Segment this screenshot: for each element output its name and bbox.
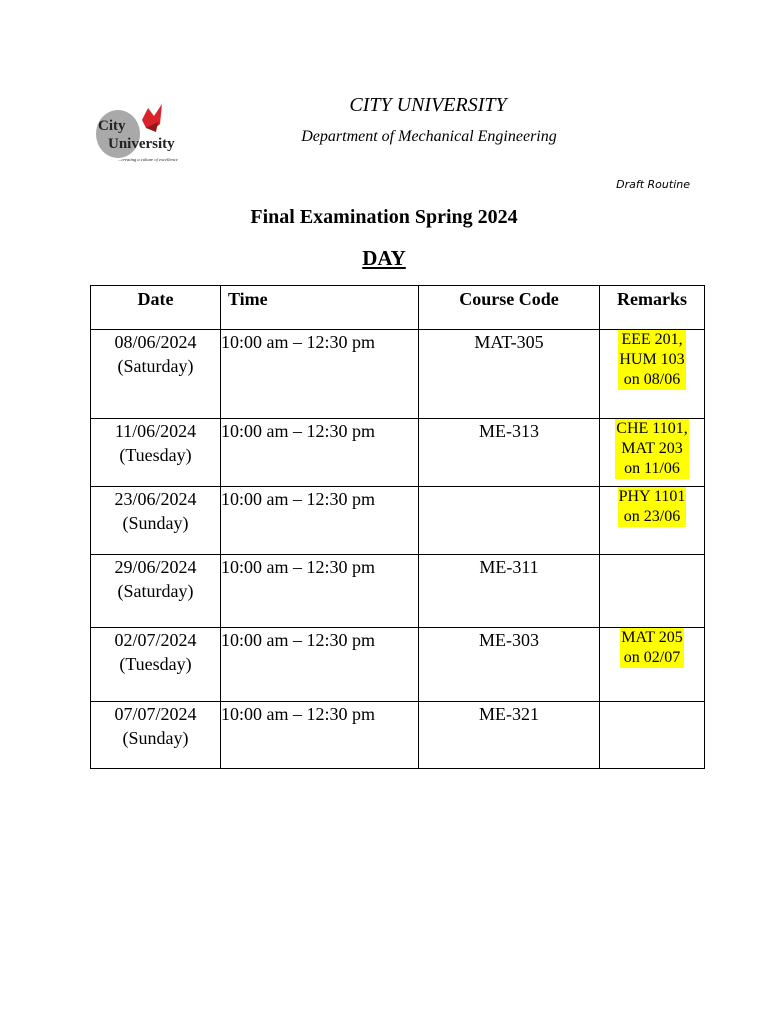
- exam-day: (Sunday): [122, 513, 189, 533]
- course-code-cell: ME-321: [419, 702, 600, 769]
- exam-day: (Sunday): [122, 728, 189, 748]
- exam-title: Final Examination Spring 2024: [250, 206, 518, 228]
- university-name: CITY UNIVERSITY: [349, 94, 507, 116]
- remarks-highlight: MAT 205 on 02/07: [621, 629, 683, 666]
- table-row: [91, 330, 705, 419]
- time-cell: 10:00 am – 12:30 pm: [221, 628, 419, 702]
- logo-text-university: University: [108, 136, 175, 152]
- time-cell: 10:00 am – 12:30 pm: [221, 555, 419, 628]
- exam-day: (Saturday): [117, 581, 194, 601]
- time-cell: 10:00 am – 12:30 pm: [221, 702, 419, 769]
- course-code-cell: ME-311: [419, 555, 600, 628]
- exam-date: 23/06/2024: [114, 489, 197, 509]
- remarks-highlight: PHY 1101 on 23/06: [618, 488, 686, 525]
- table-header-row: [91, 286, 705, 330]
- date-cell: [91, 555, 221, 628]
- header-course-code: Course Code: [419, 286, 600, 330]
- table-row: [91, 702, 705, 769]
- remarks-highlight: CHE 1101, MAT 203 on 11/06: [616, 420, 688, 477]
- logo-text-city: City: [98, 118, 126, 134]
- table-row: [91, 628, 705, 702]
- remarks-cell: [600, 487, 705, 555]
- exam-day: (Saturday): [117, 356, 194, 376]
- remarks-cell: [600, 555, 705, 628]
- exam-day: (Tuesday): [119, 654, 192, 674]
- remarks-highlight: EEE 201, HUM 103 on 08/06: [619, 331, 685, 388]
- time-cell: 10:00 am – 12:30 pm: [221, 487, 419, 555]
- city-university-logo: [92, 102, 192, 166]
- course-code-cell: ME-303: [419, 628, 600, 702]
- course-code-cell: [419, 487, 600, 555]
- exam-date: 29/06/2024: [114, 557, 197, 577]
- exam-day: (Tuesday): [119, 445, 192, 465]
- date-cell: [91, 487, 221, 555]
- date-cell: [91, 419, 221, 487]
- exam-date: 08/06/2024: [114, 332, 197, 352]
- exam-routine-table: [90, 285, 705, 769]
- time-cell: 10:00 am – 12:30 pm: [221, 419, 419, 487]
- exam-date: 02/07/2024: [114, 630, 197, 650]
- time-cell: 10:00 am – 12:30 pm: [221, 330, 419, 419]
- date-cell: [91, 628, 221, 702]
- logo-book-icon: [142, 104, 162, 129]
- exam-date: 07/07/2024: [114, 704, 197, 724]
- course-code-cell: MAT-305: [419, 330, 600, 419]
- draft-routine-label: Draft Routine: [616, 178, 690, 191]
- header-date: Date: [91, 286, 221, 330]
- table-row: [91, 419, 705, 487]
- exam-date: 11/06/2024: [114, 421, 197, 441]
- date-cell: [91, 330, 221, 419]
- table-row: [91, 487, 705, 555]
- header-time: Time: [221, 286, 419, 330]
- remarks-cell: [600, 628, 705, 702]
- table-row: [91, 555, 705, 628]
- header-remarks: Remarks: [600, 286, 705, 330]
- logo-tagline: ...creating a culture of excellence: [118, 157, 178, 162]
- shift-title: DAY: [362, 246, 406, 270]
- course-code-cell: ME-313: [419, 419, 600, 487]
- date-cell: [91, 702, 221, 769]
- remarks-cell: [600, 702, 705, 769]
- department-name: Department of Mechanical Engineering: [301, 128, 557, 145]
- remarks-cell: [600, 330, 705, 419]
- remarks-cell: [600, 419, 705, 487]
